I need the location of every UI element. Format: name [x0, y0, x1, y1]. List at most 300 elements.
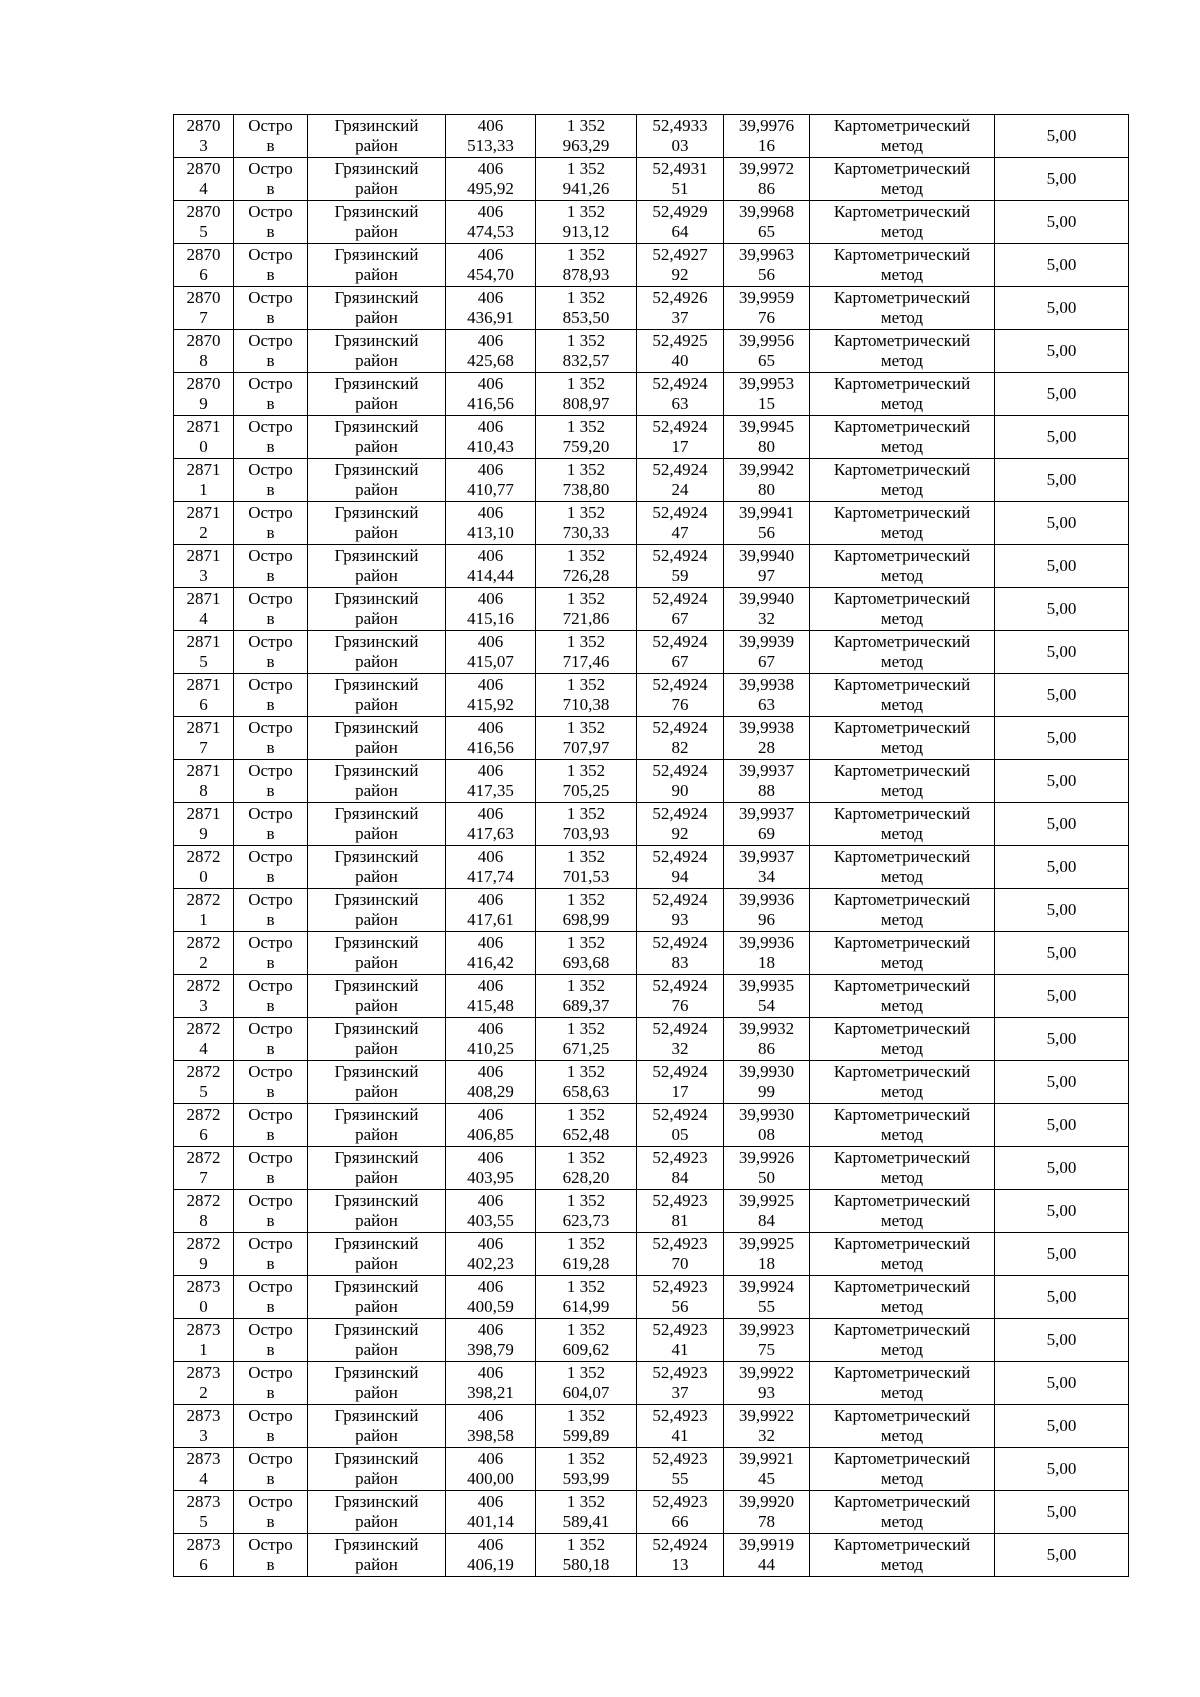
- coord-y-cell-line: 671,25: [562, 1039, 610, 1058]
- latitude-cell-line: 52,4924: [652, 890, 708, 909]
- district-cell-line: Грязинский: [334, 804, 419, 823]
- method-cell: [810, 1534, 995, 1577]
- coord-x-cell-line: 401,14: [467, 1512, 514, 1531]
- table-row: [174, 846, 1129, 889]
- table-body: [174, 115, 1129, 1577]
- coord-x-cell-line: 415,07: [467, 652, 514, 671]
- coord-x-cell-line: 406: [477, 116, 504, 135]
- longitude-cell: [724, 459, 810, 502]
- longitude-cell-line: 39,9923: [738, 1320, 795, 1339]
- object-type-cell-line: Остро: [248, 1320, 293, 1339]
- latitude-cell-line: 52,4924: [652, 933, 708, 952]
- object-type-cell-line: в: [266, 265, 275, 284]
- district-cell: [308, 631, 446, 674]
- point-number-cell-line: 6: [199, 265, 208, 284]
- object-type-cell: [234, 158, 308, 201]
- coord-y-cell-line: 1 352: [566, 632, 606, 651]
- coord-x-cell: [446, 545, 536, 588]
- point-number-cell-line: 7: [199, 308, 208, 327]
- coord-y-cell: [536, 1362, 637, 1405]
- latitude-cell-line: 66: [671, 1512, 689, 1531]
- method-cell-line: метод: [880, 308, 924, 327]
- coord-x-cell: [446, 1491, 536, 1534]
- method-cell-line: Картометрический: [833, 1191, 971, 1210]
- latitude-cell-line: 52,4923: [652, 1277, 708, 1296]
- coord-x-cell-line: 406: [477, 1062, 504, 1081]
- method-cell-line: Картометрический: [833, 1449, 971, 1468]
- point-number-cell-line: 2873: [186, 1320, 221, 1339]
- latitude-cell: [637, 1104, 724, 1147]
- longitude-cell-line: 50: [758, 1168, 775, 1187]
- longitude-cell: [724, 631, 810, 674]
- coord-x-cell-line: 398,79: [467, 1340, 514, 1359]
- accuracy-cell-line: 5,00: [1046, 1201, 1077, 1220]
- method-cell-line: Картометрический: [833, 1277, 971, 1296]
- accuracy-cell: [995, 1405, 1129, 1448]
- coord-y-cell: [536, 588, 637, 631]
- method-cell: [810, 1018, 995, 1061]
- longitude-cell-line: 44: [758, 1555, 775, 1574]
- latitude-cell-line: 76: [671, 695, 689, 714]
- coord-x-cell-line: 403,95: [467, 1168, 514, 1187]
- coord-y-cell-line: 589,41: [562, 1512, 610, 1531]
- district-cell-line: Грязинский: [334, 1449, 419, 1468]
- object-type-cell: [234, 502, 308, 545]
- latitude-cell: [637, 932, 724, 975]
- district-cell-line: Грязинский: [334, 546, 419, 565]
- accuracy-cell-line: 5,00: [1046, 1287, 1077, 1306]
- table-row: [174, 1362, 1129, 1405]
- district-cell-line: район: [355, 1469, 398, 1488]
- latitude-cell-line: 51: [671, 179, 689, 198]
- point-number-cell-line: 2872: [186, 1105, 221, 1124]
- longitude-cell: [724, 1061, 810, 1104]
- coord-x-cell-line: 406: [477, 1277, 504, 1296]
- object-type-cell-line: Остро: [248, 1191, 293, 1210]
- coord-x-cell: [446, 889, 536, 932]
- district-cell: [308, 1018, 446, 1061]
- object-type-cell-line: в: [266, 222, 275, 241]
- coord-x-cell-line: 406: [477, 288, 504, 307]
- latitude-cell: [637, 846, 724, 889]
- district-cell-line: район: [355, 1082, 398, 1101]
- point-number-cell: [174, 1491, 234, 1534]
- accuracy-cell-line: 5,00: [1046, 1244, 1077, 1263]
- object-type-cell: [234, 1491, 308, 1534]
- coord-x-cell-line: 410,77: [467, 480, 514, 499]
- object-type-cell-line: в: [266, 351, 275, 370]
- point-number-cell-line: 5: [199, 1082, 208, 1101]
- table-row: [174, 760, 1129, 803]
- coord-x-cell: [446, 1061, 536, 1104]
- district-cell-line: Грязинский: [334, 503, 419, 522]
- object-type-cell: [234, 588, 308, 631]
- coord-x-cell: [446, 631, 536, 674]
- latitude-cell: [637, 416, 724, 459]
- method-cell: [810, 803, 995, 846]
- longitude-cell-line: 56: [758, 265, 775, 284]
- district-cell: [308, 1534, 446, 1577]
- coord-x-cell-line: 406: [477, 546, 504, 565]
- point-number-cell: [174, 416, 234, 459]
- method-cell-line: метод: [880, 1254, 924, 1273]
- method-cell-line: метод: [880, 1426, 924, 1445]
- accuracy-cell: [995, 502, 1129, 545]
- method-cell: [810, 1104, 995, 1147]
- coord-x-cell-line: 403,55: [467, 1211, 514, 1230]
- coord-x-cell: [446, 760, 536, 803]
- method-cell-line: метод: [880, 136, 924, 155]
- point-number-cell-line: 2873: [186, 1492, 221, 1511]
- accuracy-cell-line: 5,00: [1046, 1115, 1077, 1134]
- longitude-cell-line: 39,9963: [738, 245, 795, 264]
- point-number-cell: [174, 1405, 234, 1448]
- longitude-cell: [724, 287, 810, 330]
- coord-y-cell-line: 913,12: [562, 222, 610, 241]
- object-type-cell-line: Остро: [248, 1449, 293, 1468]
- point-number-cell-line: 7: [199, 1168, 208, 1187]
- accuracy-cell-line: 5,00: [1046, 341, 1077, 360]
- method-cell: [810, 674, 995, 717]
- object-type-cell: [234, 1534, 308, 1577]
- method-cell-line: Картометрический: [833, 202, 971, 221]
- point-number-cell: [174, 1018, 234, 1061]
- longitude-cell-line: 75: [758, 1340, 775, 1359]
- object-type-cell-line: Остро: [248, 1277, 293, 1296]
- longitude-cell-line: 97: [758, 566, 775, 585]
- coord-y-cell-line: 623,73: [562, 1211, 610, 1230]
- district-cell: [308, 674, 446, 717]
- accuracy-cell-line: 5,00: [1046, 599, 1077, 618]
- table-row: [174, 1061, 1129, 1104]
- latitude-cell: [637, 201, 724, 244]
- latitude-cell: [637, 1276, 724, 1319]
- coord-y-cell: [536, 1491, 637, 1534]
- point-number-cell-line: 2872: [186, 1019, 221, 1038]
- coord-x-cell: [446, 502, 536, 545]
- point-number-cell-line: 3: [199, 996, 208, 1015]
- longitude-cell-line: 80: [758, 480, 775, 499]
- method-cell-line: Картометрический: [833, 116, 971, 135]
- district-cell: [308, 201, 446, 244]
- table-row: [174, 674, 1129, 717]
- accuracy-cell-line: 5,00: [1046, 1373, 1077, 1392]
- point-number-cell: [174, 975, 234, 1018]
- object-type-cell-line: Остро: [248, 1234, 293, 1253]
- point-number-cell-line: 9: [199, 394, 208, 413]
- coord-x-cell-line: 406: [477, 460, 504, 479]
- object-type-cell: [234, 373, 308, 416]
- latitude-cell: [637, 588, 724, 631]
- district-cell-line: район: [355, 1125, 398, 1144]
- object-type-cell: [234, 1018, 308, 1061]
- coord-y-cell-line: 726,28: [562, 566, 610, 585]
- coord-x-cell: [446, 846, 536, 889]
- method-cell-line: Картометрический: [833, 331, 971, 350]
- coord-y-cell-line: 693,68: [562, 953, 610, 972]
- latitude-cell-line: 52,4924: [652, 460, 708, 479]
- object-type-cell-line: Остро: [248, 116, 293, 135]
- coord-x-cell-line: 410,25: [467, 1039, 514, 1058]
- district-cell: [308, 1233, 446, 1276]
- district-cell-line: район: [355, 179, 398, 198]
- table-row: [174, 1233, 1129, 1276]
- latitude-cell-line: 52,4923: [652, 1148, 708, 1167]
- latitude-cell-line: 52,4924: [652, 1105, 708, 1124]
- table-row: [174, 373, 1129, 416]
- point-number-cell-line: 5: [199, 652, 208, 671]
- object-type-cell-line: в: [266, 1125, 275, 1144]
- point-number-cell-line: 3: [199, 136, 208, 155]
- district-cell: [308, 416, 446, 459]
- method-cell: [810, 1491, 995, 1534]
- method-cell: [810, 932, 995, 975]
- object-type-cell-line: Остро: [248, 632, 293, 651]
- district-cell-line: район: [355, 867, 398, 886]
- accuracy-cell-line: 5,00: [1046, 1158, 1077, 1177]
- latitude-cell-line: 52,4923: [652, 1320, 708, 1339]
- method-cell: [810, 889, 995, 932]
- object-type-cell-line: Остро: [248, 1105, 293, 1124]
- method-cell-line: метод: [880, 1168, 924, 1187]
- longitude-cell-line: 39,9925: [738, 1191, 795, 1210]
- object-type-cell: [234, 1104, 308, 1147]
- method-cell: [810, 244, 995, 287]
- point-number-cell-line: 4: [199, 609, 208, 628]
- longitude-cell: [724, 1405, 810, 1448]
- district-cell: [308, 1319, 446, 1362]
- accuracy-cell: [995, 1061, 1129, 1104]
- object-type-cell-line: в: [266, 910, 275, 929]
- point-number-cell-line: 6: [199, 695, 208, 714]
- table-row: [174, 975, 1129, 1018]
- point-number-cell: [174, 1362, 234, 1405]
- coord-y-cell-line: 730,33: [562, 523, 610, 542]
- object-type-cell-line: в: [266, 1211, 275, 1230]
- method-cell: [810, 1233, 995, 1276]
- district-cell-line: Грязинский: [334, 1019, 419, 1038]
- longitude-cell-line: 39,9953: [738, 374, 795, 393]
- latitude-cell: [637, 1233, 724, 1276]
- method-cell: [810, 459, 995, 502]
- latitude-cell-line: 24: [671, 480, 689, 499]
- point-number-cell: [174, 158, 234, 201]
- coord-x-cell: [446, 975, 536, 1018]
- coord-y-cell-line: 705,25: [562, 781, 610, 800]
- latitude-cell-line: 93: [671, 910, 689, 929]
- object-type-cell: [234, 330, 308, 373]
- point-number-cell: [174, 1061, 234, 1104]
- latitude-cell-line: 84: [671, 1168, 689, 1187]
- method-cell-line: метод: [880, 1340, 924, 1359]
- accuracy-cell: [995, 889, 1129, 932]
- longitude-cell-line: 39,9972: [738, 159, 795, 178]
- longitude-cell-line: 39,9938: [738, 718, 795, 737]
- point-number-cell-line: 2870: [186, 116, 221, 135]
- method-cell-line: Картометрический: [833, 1320, 971, 1339]
- longitude-cell-line: 99: [758, 1082, 775, 1101]
- object-type-cell: [234, 1147, 308, 1190]
- longitude-cell-line: 39,9937: [738, 847, 795, 866]
- coord-x-cell: [446, 330, 536, 373]
- district-cell-line: район: [355, 996, 398, 1015]
- point-number-cell: [174, 803, 234, 846]
- coord-y-cell: [536, 631, 637, 674]
- method-cell-line: метод: [880, 953, 924, 972]
- latitude-cell-line: 52,4925: [652, 331, 708, 350]
- coord-x-cell-line: 416,56: [467, 738, 514, 757]
- district-cell-line: район: [355, 695, 398, 714]
- coord-x-cell: [446, 1534, 536, 1577]
- accuracy-cell-line: 5,00: [1046, 857, 1077, 876]
- longitude-cell-line: 39,9936: [738, 890, 795, 909]
- method-cell-line: метод: [880, 652, 924, 671]
- latitude-cell-line: 52,4924: [652, 417, 708, 436]
- coord-x-cell-line: 406: [477, 374, 504, 393]
- point-number-cell-line: 7: [199, 738, 208, 757]
- longitude-cell-line: 39,9921: [738, 1449, 795, 1468]
- coord-y-cell-line: 1 352: [566, 718, 606, 737]
- coord-x-cell: [446, 674, 536, 717]
- longitude-cell: [724, 1276, 810, 1319]
- object-type-cell: [234, 889, 308, 932]
- coord-x-cell-line: 398,21: [467, 1383, 514, 1402]
- district-cell-line: Грязинский: [334, 245, 419, 264]
- object-type-cell-line: Остро: [248, 804, 293, 823]
- object-type-cell-line: Остро: [248, 460, 293, 479]
- district-cell: [308, 932, 446, 975]
- longitude-cell-line: 56: [758, 523, 775, 542]
- method-cell-line: метод: [880, 351, 924, 370]
- table-row: [174, 1147, 1129, 1190]
- longitude-cell: [724, 545, 810, 588]
- coord-y-cell: [536, 416, 637, 459]
- longitude-cell-line: 39,9922: [738, 1363, 795, 1382]
- longitude-cell: [724, 803, 810, 846]
- point-number-cell: [174, 1276, 234, 1319]
- coord-x-cell-line: 415,48: [467, 996, 514, 1015]
- latitude-cell-line: 64: [671, 222, 689, 241]
- object-type-cell-line: в: [266, 394, 275, 413]
- latitude-cell: [637, 1534, 724, 1577]
- coord-y-cell: [536, 459, 637, 502]
- district-cell-line: Грязинский: [334, 417, 419, 436]
- coord-x-cell-line: 400,00: [467, 1469, 514, 1488]
- object-type-cell-line: Остро: [248, 288, 293, 307]
- longitude-cell-line: 32: [758, 609, 775, 628]
- latitude-cell-line: 82: [671, 738, 689, 757]
- object-type-cell-line: Остро: [248, 1363, 293, 1382]
- coord-y-cell-line: 1 352: [566, 976, 606, 995]
- longitude-cell-line: 39,9956: [738, 331, 795, 350]
- method-cell-line: Картометрический: [833, 1492, 971, 1511]
- longitude-cell-line: 39,9936: [738, 933, 795, 952]
- latitude-cell-line: 92: [671, 265, 689, 284]
- point-number-cell-line: 2871: [186, 804, 221, 823]
- latitude-cell-line: 37: [671, 1383, 689, 1402]
- coord-y-cell-line: 1 352: [566, 1449, 606, 1468]
- latitude-cell-line: 40: [671, 351, 689, 370]
- longitude-cell-line: 34: [758, 867, 775, 886]
- district-cell: [308, 1104, 446, 1147]
- point-number-cell: [174, 889, 234, 932]
- longitude-cell-line: 76: [758, 308, 775, 327]
- district-cell-line: Грязинский: [334, 718, 419, 737]
- longitude-cell-line: 16: [758, 136, 775, 155]
- longitude-cell: [724, 1233, 810, 1276]
- longitude-cell: [724, 932, 810, 975]
- latitude-cell: [637, 889, 724, 932]
- latitude-cell-line: 52,4924: [652, 1062, 708, 1081]
- object-type-cell-line: в: [266, 437, 275, 456]
- latitude-cell: [637, 975, 724, 1018]
- latitude-cell-line: 76: [671, 996, 689, 1015]
- district-cell-line: Грязинский: [334, 374, 419, 393]
- method-cell-line: Картометрический: [833, 460, 971, 479]
- longitude-cell-line: 39,9940: [738, 546, 795, 565]
- coord-y-cell-line: 1 352: [566, 417, 606, 436]
- district-cell-line: Грязинский: [334, 675, 419, 694]
- point-number-cell: [174, 330, 234, 373]
- accuracy-cell-line: 5,00: [1046, 470, 1077, 489]
- district-cell-line: Грязинский: [334, 1277, 419, 1296]
- longitude-cell: [724, 760, 810, 803]
- object-type-cell: [234, 545, 308, 588]
- method-cell-line: Картометрический: [833, 159, 971, 178]
- longitude-cell-line: 39,9922: [738, 1406, 795, 1425]
- latitude-cell-line: 17: [671, 1082, 689, 1101]
- coord-x-cell: [446, 1448, 536, 1491]
- object-type-cell-line: Остро: [248, 890, 293, 909]
- longitude-cell-line: 39,9926: [738, 1148, 795, 1167]
- latitude-cell-line: 81: [671, 1211, 689, 1230]
- coord-y-cell: [536, 1534, 637, 1577]
- coord-y-cell: [536, 1233, 637, 1276]
- latitude-cell-line: 52,4923: [652, 1406, 708, 1425]
- point-number-cell: [174, 1233, 234, 1276]
- method-cell: [810, 1405, 995, 1448]
- district-cell: [308, 717, 446, 760]
- method-cell-line: метод: [880, 437, 924, 456]
- coord-y-cell: [536, 201, 637, 244]
- method-cell-line: метод: [880, 1383, 924, 1402]
- longitude-cell-line: 18: [758, 1254, 775, 1273]
- district-cell-line: Грязинский: [334, 589, 419, 608]
- coord-x-cell-line: 406: [477, 890, 504, 909]
- coord-y-cell-line: 1 352: [566, 1234, 606, 1253]
- point-number-cell-line: 2: [199, 523, 208, 542]
- object-type-cell-line: в: [266, 609, 275, 628]
- object-type-cell-line: в: [266, 695, 275, 714]
- longitude-cell-line: 86: [758, 1039, 775, 1058]
- object-type-cell-line: Остро: [248, 1062, 293, 1081]
- coord-y-cell-line: 1 352: [566, 288, 606, 307]
- coord-x-cell: [446, 1147, 536, 1190]
- latitude-cell-line: 47: [671, 523, 689, 542]
- coord-x-cell-line: 400,59: [467, 1297, 514, 1316]
- point-number-cell-line: 2: [199, 1383, 208, 1402]
- coord-x-cell-line: 406: [477, 417, 504, 436]
- object-type-cell-line: в: [266, 1383, 275, 1402]
- accuracy-cell: [995, 1233, 1129, 1276]
- coord-x-cell-line: 495,92: [467, 179, 514, 198]
- method-cell-line: Картометрический: [833, 718, 971, 737]
- latitude-cell-line: 52,4924: [652, 632, 708, 651]
- longitude-cell-line: 86: [758, 179, 775, 198]
- longitude-cell-line: 65: [758, 351, 775, 370]
- method-cell-line: Картометрический: [833, 1535, 971, 1554]
- point-number-cell-line: 2873: [186, 1449, 221, 1468]
